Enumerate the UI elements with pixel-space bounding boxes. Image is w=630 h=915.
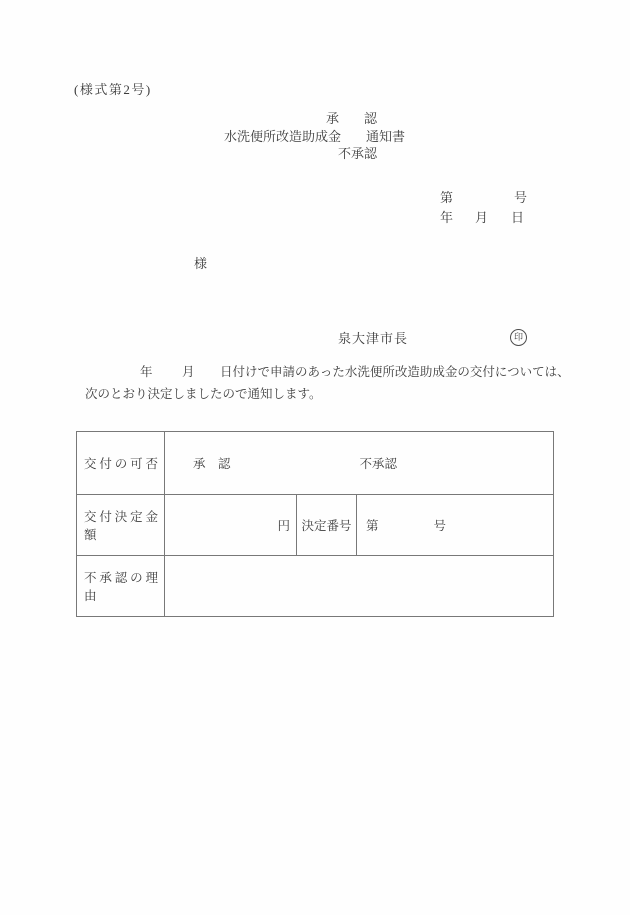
date-day-label: 日: [511, 210, 525, 225]
table-row-grant-decision: [77, 432, 553, 494]
issuer-title: 泉大津市長: [338, 331, 409, 346]
grant-amount-unit: 円: [277, 519, 290, 533]
title-doc-type: 通知書: [366, 129, 406, 144]
ref-number-suffix: 号: [514, 190, 528, 205]
form-number: (様式第2号): [74, 82, 152, 97]
title-not-approved-label: 不承認: [338, 146, 378, 161]
title-subject: 水洗便所改造助成金: [224, 129, 342, 144]
grant-amount-value-cell: [165, 495, 297, 555]
grant-decision-label-cell: [77, 432, 165, 494]
grant-amount-label: 交付決定金額: [84, 510, 158, 542]
seal-icon: 印: [510, 329, 527, 346]
decision-number-prefix: 第: [366, 519, 379, 533]
body-line1: 日付けで申請のあった水洗便所改造助成金の交付については、: [220, 365, 570, 379]
table-row-grant-amount: [77, 494, 553, 555]
ref-number-prefix: 第: [440, 190, 454, 205]
decision-number-label-cell: [297, 495, 357, 555]
date-year-label: 年: [440, 210, 454, 225]
table-row-rejection-reason: [77, 555, 553, 616]
grant-decision-options-cell: [165, 432, 553, 494]
body-month-label: 月: [182, 365, 195, 379]
title-approved-label: 承 認: [326, 111, 384, 126]
body-line2: 次のとおり決定しましたので通知します。: [85, 387, 322, 401]
addressee-honorific: 様: [194, 256, 208, 271]
option-approved: 承 認: [193, 457, 231, 471]
grant-decision-label: 交付の可否: [84, 457, 158, 471]
grant-amount-label-cell: [77, 495, 165, 555]
decision-number-label: 決定番号: [301, 519, 352, 533]
rejection-reason-label: 不承認の理由: [84, 571, 158, 603]
date-month-label: 月: [475, 210, 489, 225]
decision-number-value-cell: [357, 495, 553, 555]
decision-table: [76, 431, 554, 617]
body-year-label: 年: [140, 365, 153, 379]
rejection-reason-label-cell: [77, 556, 165, 616]
rejection-reason-value-cell: [165, 556, 553, 616]
option-not-approved: 不承認: [359, 457, 398, 471]
decision-number-suffix: 号: [433, 519, 447, 533]
